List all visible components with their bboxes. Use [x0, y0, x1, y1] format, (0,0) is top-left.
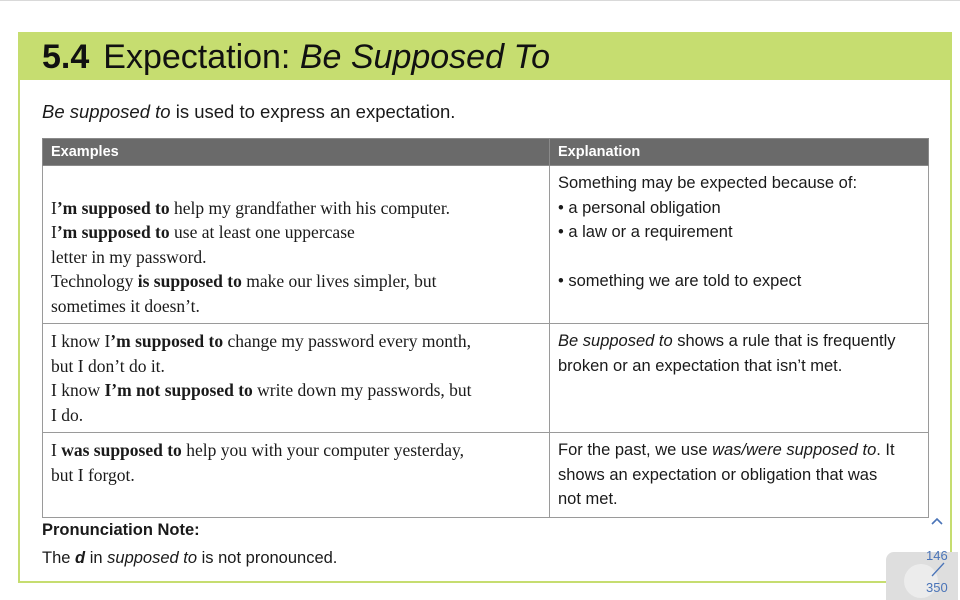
explanation-line — [558, 220, 920, 245]
page-separator-slash — [929, 560, 947, 578]
example-text-segment: I — [51, 197, 57, 218]
explanation-line — [558, 196, 920, 221]
example-line — [51, 463, 541, 488]
explanation-text-segment: . It — [876, 441, 895, 459]
example-text-segment: is supposed to — [137, 271, 242, 291]
lesson-title-plain: Expectation: — [103, 38, 300, 76]
example-line — [51, 269, 541, 294]
lesson-title — [42, 37, 550, 77]
top-divider — [0, 0, 960, 1]
explanation-line — [558, 463, 920, 488]
example-line — [51, 354, 541, 379]
explanation-text-segment: was/were supposed to — [712, 441, 877, 459]
example-text-segment: but I forgot. — [51, 464, 135, 485]
table-row — [43, 433, 929, 518]
explanation-line — [558, 245, 920, 270]
example-text-segment: I’m not supposed to — [104, 380, 253, 400]
example-text-segment: I know I — [51, 331, 111, 351]
explanation-text-segment: • a law or a requirement — [558, 223, 733, 241]
explanation-text-segment: Be supposed to — [558, 332, 673, 350]
note-pre: The — [42, 549, 76, 567]
explanation-line — [558, 171, 920, 196]
example-text-segment: sometimes it doesn’t. — [51, 295, 200, 316]
example-text-segment: I — [51, 222, 57, 242]
explanation-cell — [550, 324, 929, 433]
example-line — [51, 438, 541, 463]
lesson-title-italic: Be Supposed To — [299, 38, 550, 76]
example-text-segment: use at least one uppercase — [169, 222, 355, 242]
header-explanation: Explanation — [550, 139, 929, 166]
table-header-row — [43, 139, 929, 166]
example-text-segment: Technology — [51, 271, 138, 291]
explanation-line — [558, 329, 920, 354]
table-body — [43, 166, 929, 518]
example-text-segment: help my grandfather with his computer. — [169, 197, 451, 218]
lesson-number: 5.4 — [42, 38, 90, 76]
grammar-table — [42, 138, 929, 518]
explanation-text-segment: shows a rule that is frequently — [672, 332, 896, 350]
example-text-segment: I do. — [51, 404, 84, 425]
example-text-segment: ’m supposed to — [110, 331, 224, 351]
intro-rest: is used to express an expectation. — [170, 101, 456, 122]
table-row — [43, 166, 929, 324]
example-text-segment: help you with your computer yesterday, — [181, 440, 465, 460]
example-text-segment: make our lives simpler, but — [241, 271, 437, 291]
example-text-segment: but I don’t do it. — [51, 355, 165, 376]
chevron-up-icon[interactable] — [929, 514, 945, 528]
explanation-text-segment: • a personal obligation — [558, 198, 721, 217]
explanation-text-segment: broken or an expectation that isn’t met. — [558, 356, 843, 375]
example-line — [51, 245, 541, 270]
example-text-segment: ’m supposed to — [56, 197, 170, 218]
examples-cell — [43, 166, 550, 324]
examples-cell — [43, 324, 550, 433]
lesson-panel — [18, 32, 952, 583]
examples-cell — [43, 433, 550, 518]
explanation-text-segment: • something we are told to expect — [558, 272, 802, 290]
table-row — [43, 324, 929, 433]
note-italic: supposed to — [107, 549, 198, 567]
example-line — [51, 294, 541, 319]
note-letter: d — [75, 549, 86, 567]
explanation-cell — [550, 166, 929, 324]
lesson-header — [20, 34, 950, 80]
example-text-segment: letter in my password. — [51, 246, 207, 267]
chevron-up-icon-glyph — [930, 516, 944, 526]
intro-sentence — [42, 100, 455, 124]
example-line — [51, 329, 541, 354]
current-page-number: 146 — [926, 548, 948, 563]
explanation-line — [558, 354, 920, 379]
example-text-segment: write down my passwords, but — [252, 380, 472, 400]
example-text-segment: was supposed to — [61, 440, 182, 460]
explanation-text-segment: Something may be expected because of: — [558, 174, 858, 192]
note-mid: in — [85, 549, 108, 567]
explanation-text-segment: For the past, we use — [558, 441, 713, 459]
example-line — [51, 403, 541, 428]
note-post: is not pronounced. — [197, 549, 338, 567]
example-text-segment: change my password every month, — [223, 331, 471, 351]
explanation-line — [558, 269, 920, 294]
intro-italic: Be supposed to — [42, 101, 171, 122]
explanation-text-segment: not met. — [558, 490, 618, 508]
total-pages-number: 350 — [926, 580, 948, 595]
header-examples: Examples — [43, 139, 550, 166]
explanation-line — [558, 438, 920, 463]
explanation-cell — [550, 433, 929, 518]
example-line — [51, 196, 541, 221]
example-line — [51, 220, 541, 245]
explanation-line — [558, 487, 920, 512]
example-text-segment: I know — [51, 380, 105, 400]
pronunciation-note-title: Pronunciation Note: — [42, 521, 200, 539]
example-line — [51, 378, 541, 403]
pronunciation-note-text — [42, 549, 337, 568]
example-text-segment: ’m supposed to — [56, 222, 170, 242]
explanation-text-segment: shows an expectation or obligation that was — [558, 465, 878, 484]
example-text-segment: I — [51, 440, 62, 460]
